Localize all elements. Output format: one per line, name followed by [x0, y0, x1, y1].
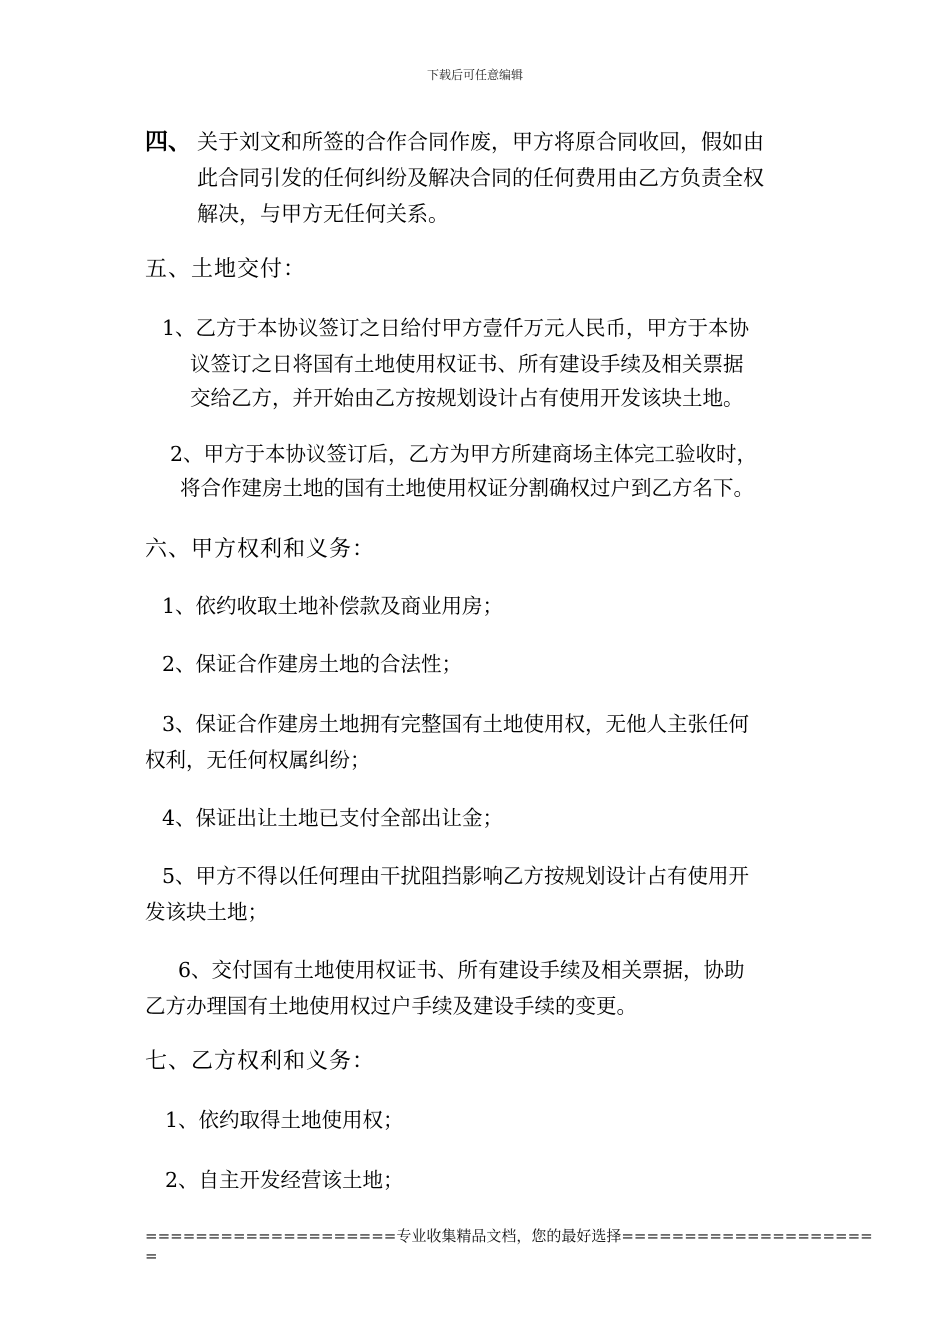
section-4	[145, 124, 764, 226]
section-6-item-6-line-1: 6、交付国有土地使用权证书、所有建设手续及相关票据，协助	[178, 958, 745, 982]
section-4-line-1: 关于刘文和所签的合作合同作废，甲方将原合同收回，假如由	[197, 130, 764, 154]
section-6-item-4: 4、保证出让土地已支付全部出让金；	[162, 806, 504, 830]
section-6-item-5-line-2: 发该块土地；	[145, 900, 268, 924]
page-header: 下载后可任意编辑	[426, 68, 523, 82]
section-6-item-1: 1、依约收取土地补偿款及商业用房；	[162, 594, 504, 618]
section-5-item-1-line-1: 1、乙方于本协议签订之日给付甲方壹仟万元人民币，甲方于本协	[162, 316, 750, 340]
section-5-item-2-line-1: 2、甲方于本协议签订后，乙方为甲方所建商场主体完工验收时，	[170, 442, 758, 466]
section-5-heading: 五、土地交付：	[145, 257, 307, 282]
section-7-item-2: 2、自主开发经营该土地；	[165, 1168, 404, 1192]
section-6-item-3-line-2: 权利，无任何权属纠纷；	[145, 748, 371, 772]
section-5-item-1-line-2: 议签订之日将国有土地使用权证书、所有建设手续及相关票据	[190, 352, 744, 376]
footer-line-2: =	[145, 1247, 158, 1265]
section-4-number: 四、	[145, 129, 191, 155]
section-7-item-1: 1、依约取得土地使用权；	[165, 1108, 404, 1132]
section-5-item-2-line-2: 将合作建房土地的国有土地使用权证分割确权过户到乙方名下。	[180, 476, 754, 500]
section-4-line-2: 此合同引发的任何纠纷及解决合同的任何费用由乙方负责全权	[197, 166, 764, 190]
section-6-heading: 六、甲方权利和义务：	[145, 537, 376, 562]
section-6-item-5-line-1: 5、甲方不得以任何理由干扰阻挡影响乙方按规划设计占有使用开	[162, 864, 750, 888]
section-6-item-3-line-1: 3、保证合作建房土地拥有完整国有土地使用权，无他人主张任何	[162, 712, 750, 736]
section-6-item-2: 2、保证合作建房土地的合法性；	[162, 652, 463, 676]
section-4-line-3: 解决，与甲方无任何关系。	[197, 202, 449, 226]
section-6-item-6-line-2: 乙方办理国有土地使用权过户手续及建设手续的变更。	[145, 994, 637, 1018]
section-5-item-1-line-3: 交给乙方，并开始由乙方按规划设计占有使用开发该块土地。	[190, 386, 744, 410]
page-footer	[145, 1226, 873, 1266]
section-7-heading: 七、乙方权利和义务：	[145, 1049, 376, 1074]
footer-line-1: ====================专业收集精品文档，您的最好选择====================	[145, 1227, 873, 1245]
